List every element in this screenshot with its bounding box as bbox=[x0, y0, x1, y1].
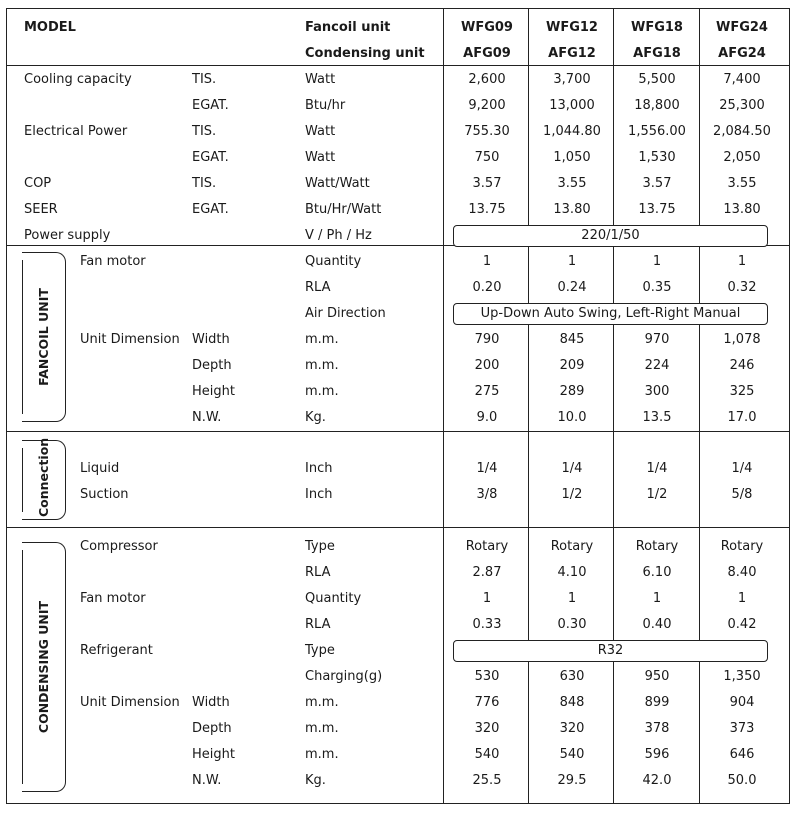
fancoil-width-value: 1,078 bbox=[723, 332, 761, 347]
fancoil-fan-rla-value: 0.32 bbox=[727, 280, 757, 295]
fancoil-unit-header: Fancoil unit bbox=[305, 20, 391, 35]
cooling-capacity-tis-value: 3,700 bbox=[553, 72, 591, 87]
fancoil-depth-value: 209 bbox=[559, 358, 585, 373]
fancoil-nw-value: 9.0 bbox=[476, 410, 498, 425]
dimension-height-label: Height bbox=[192, 747, 235, 762]
connection-liquid-value: 1/4 bbox=[731, 461, 753, 476]
seer-value: 13.75 bbox=[468, 202, 506, 217]
electrical-power-egat-value: 750 bbox=[474, 150, 500, 165]
fancoil-fan-quantity-value: 1 bbox=[567, 254, 577, 269]
compressor-rla-value: 8.40 bbox=[727, 565, 757, 580]
type-label: Type bbox=[305, 643, 335, 658]
condensing-height-value: 646 bbox=[729, 747, 755, 762]
condensing-nw-value: 29.5 bbox=[557, 773, 587, 788]
electrical-power-egat-value: 1,050 bbox=[553, 150, 591, 165]
compressor-type-value: Rotary bbox=[465, 539, 509, 554]
fancoil-fan-rla-value: 0.20 bbox=[472, 280, 502, 295]
connection-liquid-value: 1/4 bbox=[476, 461, 498, 476]
fancoil-height-value: 325 bbox=[729, 384, 755, 399]
seer-value: 13.75 bbox=[638, 202, 676, 217]
std-label: TIS. bbox=[192, 124, 217, 139]
column-divider bbox=[528, 8, 529, 804]
dimension-height-label: Height bbox=[192, 384, 235, 399]
electrical-power-label: Electrical Power bbox=[24, 124, 128, 139]
condensing-depth-value: 320 bbox=[559, 721, 585, 736]
liquid-label: Liquid bbox=[80, 461, 120, 476]
fancoil-unit-section-label: FANCOIL UNIT bbox=[36, 288, 51, 386]
type-label: Type bbox=[305, 539, 335, 554]
quantity-label: Quantity bbox=[305, 254, 362, 269]
unit-label: m.m. bbox=[305, 358, 339, 373]
condensing-unit-section-label: CONDENSING UNIT bbox=[36, 600, 51, 734]
model-header: MODEL bbox=[24, 20, 76, 35]
fancoil-depth-value: 246 bbox=[729, 358, 755, 373]
dimension-width-label: Width bbox=[192, 332, 230, 347]
compressor-type-value: Rotary bbox=[550, 539, 594, 554]
unit-label: Btu/Hr/Watt bbox=[305, 202, 382, 217]
electrical-power-egat-value: 1,530 bbox=[638, 150, 676, 165]
condensing-width-value: 904 bbox=[729, 695, 755, 710]
row-divider bbox=[6, 527, 790, 528]
condensing-fan-rla-value: 0.30 bbox=[557, 617, 587, 632]
unit-label: Kg. bbox=[305, 773, 326, 788]
column-divider bbox=[613, 8, 614, 804]
unit-label: m.m. bbox=[305, 384, 339, 399]
row-divider bbox=[6, 65, 790, 66]
fancoil-nw-value: 10.0 bbox=[557, 410, 587, 425]
rla-label: RLA bbox=[305, 565, 331, 580]
fancoil-unit-section-bracket-edge bbox=[22, 260, 23, 414]
quantity-label: Quantity bbox=[305, 591, 362, 606]
condensing-depth-value: 378 bbox=[644, 721, 670, 736]
unit-dimension-label: Unit Dimension bbox=[80, 695, 180, 710]
fancoil-fan-quantity-value: 1 bbox=[652, 254, 662, 269]
unit-label: Kg. bbox=[305, 410, 326, 425]
compressor-rla-value: 2.87 bbox=[472, 565, 502, 580]
condensing-unit-header: Condensing unit bbox=[305, 46, 425, 61]
refrigerant-label: Refrigerant bbox=[80, 643, 153, 658]
cooling-capacity-egat-value: 13,000 bbox=[549, 98, 595, 113]
condensing-nw-value: 50.0 bbox=[727, 773, 757, 788]
condensing-height-value: 540 bbox=[559, 747, 585, 762]
condensing-width-value: 848 bbox=[559, 695, 585, 710]
condensing-fan-rla-value: 0.40 bbox=[642, 617, 672, 632]
dimension-depth-label: Depth bbox=[192, 358, 232, 373]
unit-label: Watt bbox=[305, 150, 336, 165]
seer-label: SEER bbox=[24, 202, 58, 217]
refrigerant-charging-value: 1,350 bbox=[723, 669, 761, 684]
refrigerant-charging-value: 530 bbox=[474, 669, 500, 684]
electrical-power-egat-value: 2,050 bbox=[723, 150, 761, 165]
fancoil-width-value: 790 bbox=[474, 332, 500, 347]
electrical-power-tis-value: 1,044.80 bbox=[543, 124, 601, 139]
power-supply-value: 220/1/50 bbox=[453, 225, 768, 247]
connection-liquid-value: 1/4 bbox=[561, 461, 583, 476]
unit-label: m.m. bbox=[305, 721, 339, 736]
electrical-power-tis-value: 2,084.50 bbox=[713, 124, 771, 139]
cooling-capacity-tis-value: 5,500 bbox=[638, 72, 676, 87]
compressor-type-value: Rotary bbox=[635, 539, 679, 554]
charging-label: Charging(g) bbox=[305, 669, 383, 684]
air-direction-value: Up-Down Auto Swing, Left-Right Manual bbox=[453, 303, 768, 325]
compressor-rla-value: 4.10 bbox=[557, 565, 587, 580]
unit-label: V / Ph / Hz bbox=[305, 228, 372, 243]
fancoil-depth-value: 200 bbox=[474, 358, 500, 373]
std-label: TIS. bbox=[192, 176, 217, 191]
fancoil-width-value: 970 bbox=[644, 332, 670, 347]
seer-value: 13.80 bbox=[553, 202, 591, 217]
connection-section-bracket-edge bbox=[22, 448, 23, 512]
connection-suction-value: 5/8 bbox=[731, 487, 753, 502]
cop-value: 3.55 bbox=[557, 176, 587, 191]
std-label: EGAT. bbox=[192, 98, 229, 113]
model-code: AFG24 bbox=[718, 46, 766, 61]
condensing-unit-section-bracket-edge bbox=[22, 550, 23, 784]
seer-value: 13.80 bbox=[723, 202, 761, 217]
row-divider bbox=[6, 431, 790, 432]
refrigerant-charging-value: 950 bbox=[644, 669, 670, 684]
fan-motor-label: Fan motor bbox=[80, 591, 146, 606]
model-code: WFG18 bbox=[631, 20, 683, 35]
cooling-capacity-egat-value: 25,300 bbox=[719, 98, 765, 113]
cooling-capacity-egat-value: 18,800 bbox=[634, 98, 680, 113]
refrigerant-type-value: R32 bbox=[453, 640, 768, 662]
condensing-width-value: 899 bbox=[644, 695, 670, 710]
unit-label: m.m. bbox=[305, 747, 339, 762]
condensing-nw-value: 42.0 bbox=[642, 773, 672, 788]
connection-liquid-value: 1/4 bbox=[646, 461, 668, 476]
fancoil-depth-value: 224 bbox=[644, 358, 670, 373]
cooling-capacity-label: Cooling capacity bbox=[24, 72, 132, 87]
compressor-rla-value: 6.10 bbox=[642, 565, 672, 580]
air-direction-label: Air Direction bbox=[305, 306, 386, 321]
fancoil-height-value: 275 bbox=[474, 384, 500, 399]
fancoil-height-value: 289 bbox=[559, 384, 585, 399]
unit-label: Btu/hr bbox=[305, 98, 346, 113]
cooling-capacity-egat-value: 9,200 bbox=[468, 98, 506, 113]
condensing-nw-value: 25.5 bbox=[472, 773, 502, 788]
model-code: WFG12 bbox=[546, 20, 598, 35]
rla-label: RLA bbox=[305, 617, 331, 632]
condensing-fan-quantity-value: 1 bbox=[652, 591, 662, 606]
power-supply-label: Power supply bbox=[24, 228, 111, 243]
electrical-power-tis-value: 755.30 bbox=[464, 124, 510, 139]
column-divider bbox=[699, 8, 700, 804]
condensing-width-value: 776 bbox=[474, 695, 500, 710]
fancoil-fan-rla-value: 0.35 bbox=[642, 280, 672, 295]
unit-label: Watt/Watt bbox=[305, 176, 370, 191]
condensing-depth-value: 320 bbox=[474, 721, 500, 736]
compressor-label: Compressor bbox=[80, 539, 158, 554]
cooling-capacity-tis-value: 2,600 bbox=[468, 72, 506, 87]
std-label: TIS. bbox=[192, 72, 217, 87]
unit-label: Watt bbox=[305, 72, 336, 87]
fancoil-fan-quantity-value: 1 bbox=[482, 254, 492, 269]
dimension-width-label: Width bbox=[192, 695, 230, 710]
fancoil-fan-rla-value: 0.24 bbox=[557, 280, 587, 295]
fancoil-nw-value: 17.0 bbox=[727, 410, 757, 425]
fancoil-height-value: 300 bbox=[644, 384, 670, 399]
fancoil-fan-quantity-value: 1 bbox=[737, 254, 747, 269]
dimension-nw-label: N.W. bbox=[192, 410, 222, 425]
electrical-power-tis-value: 1,556.00 bbox=[628, 124, 686, 139]
model-code: AFG09 bbox=[463, 46, 511, 61]
condensing-fan-quantity-value: 1 bbox=[482, 591, 492, 606]
connection-suction-value: 1/2 bbox=[646, 487, 668, 502]
fancoil-width-value: 845 bbox=[559, 332, 585, 347]
refrigerant-charging-value: 630 bbox=[559, 669, 585, 684]
cooling-capacity-tis-value: 7,400 bbox=[723, 72, 761, 87]
std-label: EGAT. bbox=[192, 202, 229, 217]
model-code: AFG18 bbox=[633, 46, 681, 61]
std-label: EGAT. bbox=[192, 150, 229, 165]
column-divider bbox=[443, 8, 444, 804]
model-code: WFG09 bbox=[461, 20, 513, 35]
rla-label: RLA bbox=[305, 280, 331, 295]
compressor-type-value: Rotary bbox=[720, 539, 764, 554]
cop-value: 3.57 bbox=[642, 176, 672, 191]
condensing-depth-value: 373 bbox=[729, 721, 755, 736]
model-code: AFG12 bbox=[548, 46, 596, 61]
fancoil-nw-value: 13.5 bbox=[642, 410, 672, 425]
condensing-fan-quantity-value: 1 bbox=[567, 591, 577, 606]
unit-label: Inch bbox=[305, 487, 333, 502]
unit-label: Watt bbox=[305, 124, 336, 139]
connection-section-label: Connection bbox=[36, 437, 51, 517]
condensing-height-value: 596 bbox=[644, 747, 670, 762]
unit-label: m.m. bbox=[305, 695, 339, 710]
connection-suction-value: 3/8 bbox=[476, 487, 498, 502]
condensing-fan-rla-value: 0.33 bbox=[472, 617, 502, 632]
connection-suction-value: 1/2 bbox=[561, 487, 583, 502]
cop-value: 3.57 bbox=[472, 176, 502, 191]
dimension-depth-label: Depth bbox=[192, 721, 232, 736]
fan-motor-label: Fan motor bbox=[80, 254, 146, 269]
cop-label: COP bbox=[24, 176, 52, 191]
condensing-height-value: 540 bbox=[474, 747, 500, 762]
condensing-fan-rla-value: 0.42 bbox=[727, 617, 757, 632]
unit-label: Inch bbox=[305, 461, 333, 476]
unit-dimension-label: Unit Dimension bbox=[80, 332, 180, 347]
model-code: WFG24 bbox=[716, 20, 768, 35]
dimension-nw-label: N.W. bbox=[192, 773, 222, 788]
condensing-fan-quantity-value: 1 bbox=[737, 591, 747, 606]
cop-value: 3.55 bbox=[727, 176, 757, 191]
suction-label: Suction bbox=[80, 487, 129, 502]
unit-label: m.m. bbox=[305, 332, 339, 347]
